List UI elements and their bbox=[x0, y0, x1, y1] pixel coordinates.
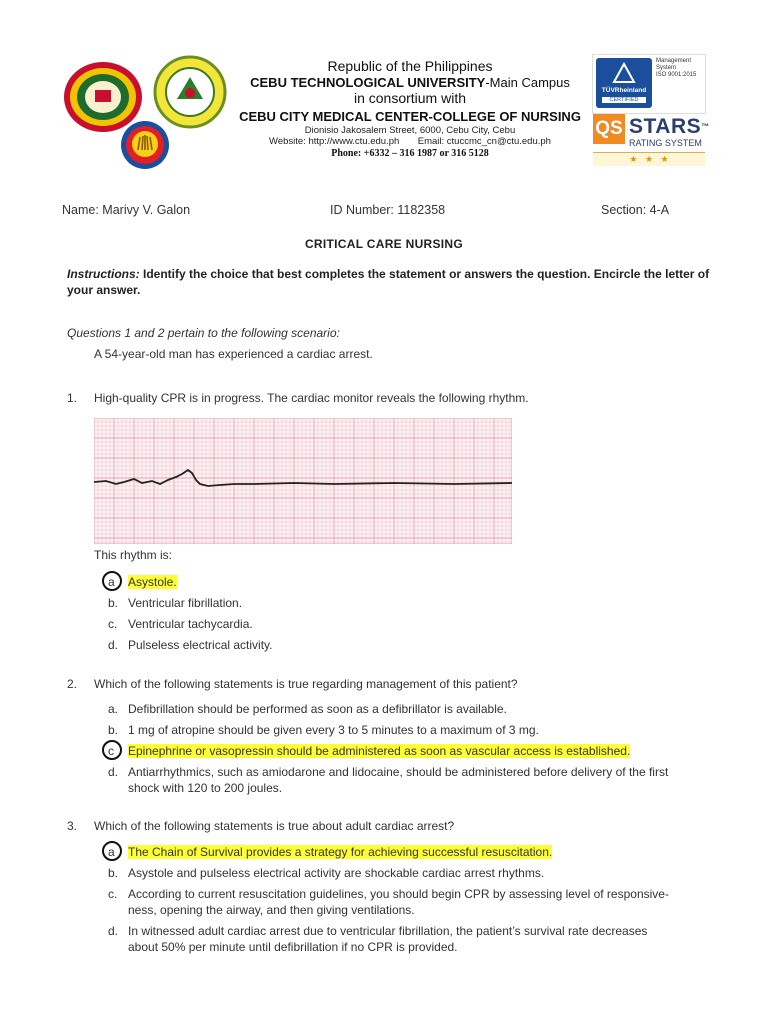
university-line: CEBU TECHNOLOGICAL UNIVERSITY-Main Campus bbox=[250, 74, 570, 90]
choice-letter: c bbox=[108, 744, 114, 758]
student-section: Section: 4-A bbox=[601, 203, 670, 217]
choice-text: According to current resuscitation guidelines, you should begin CPR by assessing level of responsive- bbox=[128, 887, 669, 901]
choice-text: 1 mg of atropine should be given every 3 to 5 minutes to a maximum of 3 mg. bbox=[128, 723, 539, 737]
choice-text: Epinephrine or vasopressin should be administered as soon as vascular access is established. bbox=[128, 744, 631, 758]
choice-letter: d. bbox=[108, 638, 119, 652]
phone-line: Phone: +6332 – 316 1987 or 316 5128 bbox=[331, 147, 489, 159]
choice-text: Pulseless electrical activity. bbox=[128, 638, 273, 652]
choice-letter: a bbox=[108, 575, 115, 589]
address-line: Dionisio Jakosalem Street, 6000, Cebu City, Cebu bbox=[304, 124, 516, 136]
student-id: ID Number: 1182358 bbox=[330, 203, 446, 217]
country-line: Republic of the Philippines bbox=[327, 58, 493, 74]
tuv-info-3: ISO 9001:2015 bbox=[656, 72, 697, 78]
question-2-number: 2. bbox=[67, 677, 78, 691]
qs-logo: QS bbox=[593, 114, 625, 144]
letterhead bbox=[210, 58, 610, 160]
consortium-line: in consortium with bbox=[353, 90, 467, 107]
choice-text: Ventricular fibrillation. bbox=[128, 596, 243, 610]
rating-stars-bar: ★ ★ ★ bbox=[593, 152, 705, 166]
tuv-triangle-icon bbox=[612, 62, 636, 84]
instructions: Instructions: Identify the choice that best completes the statement or answers the question. Encircle the letter of your answer. bbox=[67, 267, 710, 297]
choice-text: Asystole. bbox=[128, 575, 177, 589]
student-name: Name: Marivy V. Galon bbox=[62, 203, 191, 217]
choice-letter: d. bbox=[108, 765, 119, 779]
choice-letter: b. bbox=[108, 866, 119, 880]
choice-letter: a bbox=[108, 845, 115, 859]
document-title: CRITICAL CARE NURSING bbox=[304, 237, 464, 251]
stars-label: STARS™ bbox=[629, 115, 710, 138]
question-1-stem: This rhythm is: bbox=[94, 548, 173, 562]
tuv-label: TÜVRheinland bbox=[601, 87, 647, 94]
tuv-info-2: System bbox=[656, 65, 677, 71]
tuv-certification-badge bbox=[592, 54, 706, 114]
asean-logo bbox=[120, 120, 170, 170]
scenario-text: A 54-year-old man has experienced a cardiac arrest. bbox=[94, 347, 373, 361]
tuv-cert-label: CERTIFIED bbox=[602, 97, 646, 103]
choice-letter: b. bbox=[108, 723, 119, 737]
question-2-text: Which of the following statements is true regarding management of this patient? bbox=[94, 677, 518, 691]
question-3-number: 3. bbox=[67, 819, 78, 833]
choice-letter: c. bbox=[108, 617, 118, 631]
choice-text-cont: shock with 120 to 200 joules. bbox=[128, 781, 283, 795]
website-email-line: Website: http://www.ctu.edu.ph Email: ctuccmc_cn@ctu.edu.ph bbox=[269, 136, 551, 148]
choice-letter: b. bbox=[108, 596, 119, 610]
question-1-text: High-quality CPR is in progress. The cardiac monitor reveals the following rhythm. bbox=[94, 391, 529, 405]
question-1-number: 1. bbox=[67, 391, 78, 405]
tuv-info-1: Management bbox=[656, 58, 692, 64]
choice-letter: a. bbox=[108, 702, 119, 716]
choice-text: Defibrillation should be performed as soon as a defibrillator is available. bbox=[128, 702, 507, 716]
choice-text: Asystole and pulseless electrical activity are shockable cardiac arrest rhythms. bbox=[128, 866, 545, 880]
choice-text: The Chain of Survival provides a strategy for achieving successful resuscitation. bbox=[128, 845, 553, 859]
qs-stars-badge bbox=[593, 114, 710, 168]
college-line: CEBU CITY MEDICAL CENTER-COLLEGE OF NURSING bbox=[239, 109, 581, 125]
choice-text: In witnessed adult cardiac arrest due to ventricular fibrillation, the patient’s survival rate decreases bbox=[128, 924, 648, 938]
ecg-rhythm-strip bbox=[94, 418, 512, 544]
choice-letter: d. bbox=[108, 924, 119, 938]
choice-text: Ventricular tachycardia. bbox=[128, 617, 253, 631]
choice-text-cont: about 50% per minute until defibrillation if no CPR is provided. bbox=[128, 940, 458, 954]
choice-text-cont: ness, opening the airway, and then giving ventilations. bbox=[128, 903, 415, 917]
choice-letter: c. bbox=[108, 887, 118, 901]
question-3-text: Which of the following statements is true about adult cardiac arrest? bbox=[94, 819, 455, 833]
choice-text: Antiarrhythmics, such as amiodarone and lidocaine, should be administered before delivery of the first bbox=[128, 765, 669, 779]
rating-system-label: RATING SYSTEM bbox=[629, 138, 702, 148]
scenario-intro: Questions 1 and 2 pertain to the following scenario: bbox=[67, 326, 340, 340]
